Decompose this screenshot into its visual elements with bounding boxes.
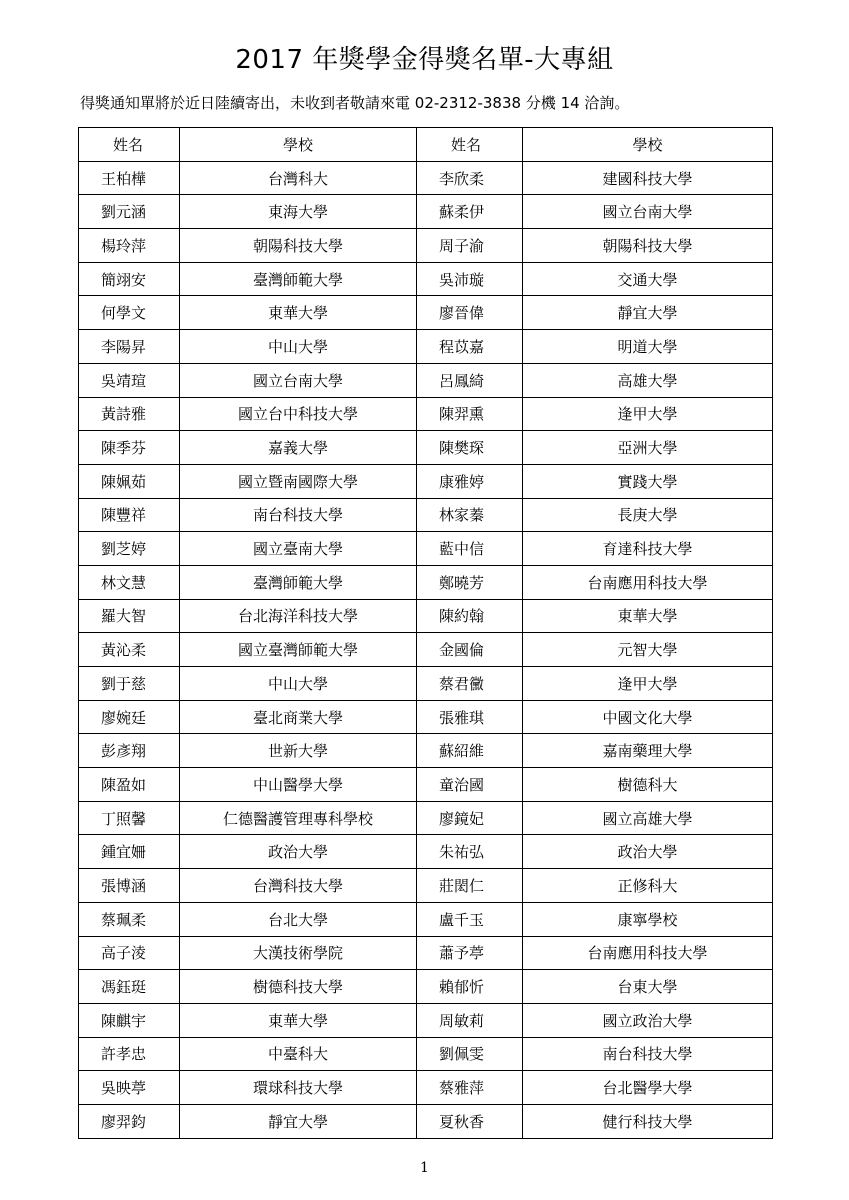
- school-cell-right: 靜宜大學: [523, 296, 773, 330]
- school-cell-right: 台東大學: [523, 970, 773, 1004]
- name-cell-left: 陳麒宇: [79, 1003, 180, 1037]
- name-cell-left: 劉于慈: [79, 667, 180, 701]
- table-row: [79, 1071, 773, 1105]
- school-cell-left: 環球科技大學: [180, 1071, 417, 1105]
- school-cell-right: 逢甲大學: [523, 397, 773, 431]
- table-row: [79, 902, 773, 936]
- name-cell-right: 廖鏡妃: [417, 801, 523, 835]
- name-cell-right: 周子渝: [417, 229, 523, 263]
- table-row: [79, 801, 773, 835]
- name-cell-left: 王柏樺: [79, 161, 180, 195]
- name-cell-left: 李陽昇: [79, 330, 180, 364]
- table-row: [79, 936, 773, 970]
- school-cell-left: 東華大學: [180, 296, 417, 330]
- school-cell-left: 臺灣師範大學: [180, 565, 417, 599]
- name-cell-right: 呂鳳綺: [417, 363, 523, 397]
- school-cell-right: 台南應用科技大學: [523, 565, 773, 599]
- name-cell-right: 張雅琪: [417, 700, 523, 734]
- school-cell-left: 南台科技大學: [180, 498, 417, 532]
- table-row: [79, 262, 773, 296]
- name-cell-left: 彭彥翔: [79, 734, 180, 768]
- school-cell-right: 國立台南大學: [523, 195, 773, 229]
- name-cell-left: 陳盈如: [79, 768, 180, 802]
- name-cell-left: 許孝忠: [79, 1037, 180, 1071]
- school-cell-left: 東華大學: [180, 1003, 417, 1037]
- table-row: [79, 565, 773, 599]
- name-cell-left: 楊玲萍: [79, 229, 180, 263]
- table-row: [79, 599, 773, 633]
- header-school-left: 學校: [180, 128, 417, 162]
- page-title: 2017 年獎學金得獎名單-大專組: [235, 45, 614, 75]
- name-cell-right: 陳約翰: [417, 599, 523, 633]
- school-cell-right: 中國文化大學: [523, 700, 773, 734]
- school-cell-right: 東華大學: [523, 599, 773, 633]
- name-cell-left: 陳姵茹: [79, 464, 180, 498]
- notice-text: 得獎通知單將於近日陸續寄出，未收到者敬請來電 02-2312-3838 分機 14 洽詢。: [80, 94, 630, 112]
- name-cell-right: 蔡雅萍: [417, 1071, 523, 1105]
- header-name-right: 姓名: [417, 128, 523, 162]
- name-cell-left: 黃詩雅: [79, 397, 180, 431]
- school-cell-right: 長庚大學: [523, 498, 773, 532]
- school-cell-left: 樹德科技大學: [180, 970, 417, 1004]
- school-cell-right: 台南應用科技大學: [523, 936, 773, 970]
- table-row: [79, 161, 773, 195]
- name-cell-right: 周敏莉: [417, 1003, 523, 1037]
- table-row: [79, 229, 773, 263]
- table-row: [79, 1003, 773, 1037]
- name-cell-right: 蕭予葶: [417, 936, 523, 970]
- name-cell-left: 劉芝婷: [79, 532, 180, 566]
- name-cell-right: 陳羿熏: [417, 397, 523, 431]
- school-cell-right: 高雄大學: [523, 363, 773, 397]
- name-cell-left: 簡翊安: [79, 262, 180, 296]
- school-cell-left: 大漢技術學院: [180, 936, 417, 970]
- name-cell-right: 程苡嘉: [417, 330, 523, 364]
- table-header-row: [79, 128, 773, 162]
- table-row: [79, 363, 773, 397]
- name-cell-right: 林家蓁: [417, 498, 523, 532]
- table-row: [79, 1104, 773, 1138]
- page-number: 1: [420, 1160, 429, 1176]
- name-cell-left: 高子淩: [79, 936, 180, 970]
- school-cell-right: 南台科技大學: [523, 1037, 773, 1071]
- name-cell-right: 蔡君黴: [417, 667, 523, 701]
- name-cell-right: 莊閎仁: [417, 869, 523, 903]
- table-row: [79, 431, 773, 465]
- school-cell-right: 國立高雄大學: [523, 801, 773, 835]
- school-cell-right: 實踐大學: [523, 464, 773, 498]
- header-school-right: 學校: [523, 128, 773, 162]
- table-row: [79, 768, 773, 802]
- name-cell-right: 賴郁忻: [417, 970, 523, 1004]
- name-cell-left: 馮鈺珽: [79, 970, 180, 1004]
- school-cell-right: 建國科技大學: [523, 161, 773, 195]
- name-cell-left: 羅大智: [79, 599, 180, 633]
- name-cell-left: 劉元涵: [79, 195, 180, 229]
- school-cell-left: 中山大學: [180, 667, 417, 701]
- name-cell-left: 林文慧: [79, 565, 180, 599]
- table-row: [79, 970, 773, 1004]
- name-cell-left: 廖羿鈞: [79, 1104, 180, 1138]
- name-cell-right: 蘇紹維: [417, 734, 523, 768]
- name-cell-left: 吳靖瑄: [79, 363, 180, 397]
- name-cell-right: 吳沛璇: [417, 262, 523, 296]
- school-cell-right: 康寧學校: [523, 902, 773, 936]
- school-cell-left: 朝陽科技大學: [180, 229, 417, 263]
- name-cell-left: 鍾宜姍: [79, 835, 180, 869]
- school-cell-right: 交通大學: [523, 262, 773, 296]
- school-cell-left: 國立台中科技大學: [180, 397, 417, 431]
- school-cell-left: 中臺科大: [180, 1037, 417, 1071]
- school-cell-right: 健行科技大學: [523, 1104, 773, 1138]
- school-cell-left: 國立台南大學: [180, 363, 417, 397]
- table-row: [79, 835, 773, 869]
- school-cell-left: 仁德醫護管理專科學校: [180, 801, 417, 835]
- table-row: [79, 633, 773, 667]
- table-row: [79, 700, 773, 734]
- school-cell-right: 育達科技大學: [523, 532, 773, 566]
- school-cell-right: 國立政治大學: [523, 1003, 773, 1037]
- name-cell-right: 康雅婷: [417, 464, 523, 498]
- name-cell-right: 蘇柔伊: [417, 195, 523, 229]
- table-row: [79, 734, 773, 768]
- school-cell-left: 中山醫學大學: [180, 768, 417, 802]
- school-cell-left: 東海大學: [180, 195, 417, 229]
- school-cell-right: 政治大學: [523, 835, 773, 869]
- school-cell-left: 台北大學: [180, 902, 417, 936]
- name-cell-right: 鄭曉芳: [417, 565, 523, 599]
- name-cell-right: 童治國: [417, 768, 523, 802]
- name-cell-right: 盧千玉: [417, 902, 523, 936]
- school-cell-left: 台北海洋科技大學: [180, 599, 417, 633]
- name-cell-left: 何學文: [79, 296, 180, 330]
- name-cell-left: 黃沁柔: [79, 633, 180, 667]
- name-cell-left: 陳豐祥: [79, 498, 180, 532]
- name-cell-left: 廖婉廷: [79, 700, 180, 734]
- name-cell-right: 藍中信: [417, 532, 523, 566]
- school-cell-right: 朝陽科技大學: [523, 229, 773, 263]
- school-cell-left: 嘉義大學: [180, 431, 417, 465]
- school-cell-right: 樹德科大: [523, 768, 773, 802]
- school-cell-left: 靜宜大學: [180, 1104, 417, 1138]
- school-cell-right: 亞洲大學: [523, 431, 773, 465]
- school-cell-right: 台北醫學大學: [523, 1071, 773, 1105]
- school-cell-right: 嘉南藥理大學: [523, 734, 773, 768]
- name-cell-right: 朱祐弘: [417, 835, 523, 869]
- school-cell-left: 臺灣師範大學: [180, 262, 417, 296]
- school-cell-right: 明道大學: [523, 330, 773, 364]
- school-cell-left: 世新大學: [180, 734, 417, 768]
- name-cell-right: 金國倫: [417, 633, 523, 667]
- school-cell-right: 正修科大: [523, 869, 773, 903]
- name-cell-right: 劉佩雯: [417, 1037, 523, 1071]
- table-row: [79, 330, 773, 364]
- table-row: [79, 869, 773, 903]
- school-cell-left: 政治大學: [180, 835, 417, 869]
- school-cell-left: 國立暨南國際大學: [180, 464, 417, 498]
- table-row: [79, 195, 773, 229]
- school-cell-left: 國立臺南大學: [180, 532, 417, 566]
- school-cell-left: 國立臺灣師範大學: [180, 633, 417, 667]
- header-name-left: 姓名: [79, 128, 180, 162]
- school-cell-right: 元智大學: [523, 633, 773, 667]
- table-row: [79, 667, 773, 701]
- school-cell-left: 中山大學: [180, 330, 417, 364]
- name-cell-left: 陳季芬: [79, 431, 180, 465]
- name-cell-left: 張博涵: [79, 869, 180, 903]
- table-row: [79, 464, 773, 498]
- name-cell-left: 蔡珮柔: [79, 902, 180, 936]
- name-cell-right: 廖晉偉: [417, 296, 523, 330]
- school-cell-right: 逢甲大學: [523, 667, 773, 701]
- school-cell-left: 台灣科技大學: [180, 869, 417, 903]
- name-cell-right: 李欣柔: [417, 161, 523, 195]
- table-row: [79, 397, 773, 431]
- name-cell-left: 吳映葶: [79, 1071, 180, 1105]
- school-cell-left: 台灣科大: [180, 161, 417, 195]
- awardee-table: [78, 127, 773, 1139]
- school-cell-left: 臺北商業大學: [180, 700, 417, 734]
- table-row: [79, 1037, 773, 1071]
- table-row: [79, 532, 773, 566]
- name-cell-right: 夏秋香: [417, 1104, 523, 1138]
- table-row: [79, 296, 773, 330]
- name-cell-right: 陳樊琛: [417, 431, 523, 465]
- name-cell-left: 丁照馨: [79, 801, 180, 835]
- table-row: [79, 498, 773, 532]
